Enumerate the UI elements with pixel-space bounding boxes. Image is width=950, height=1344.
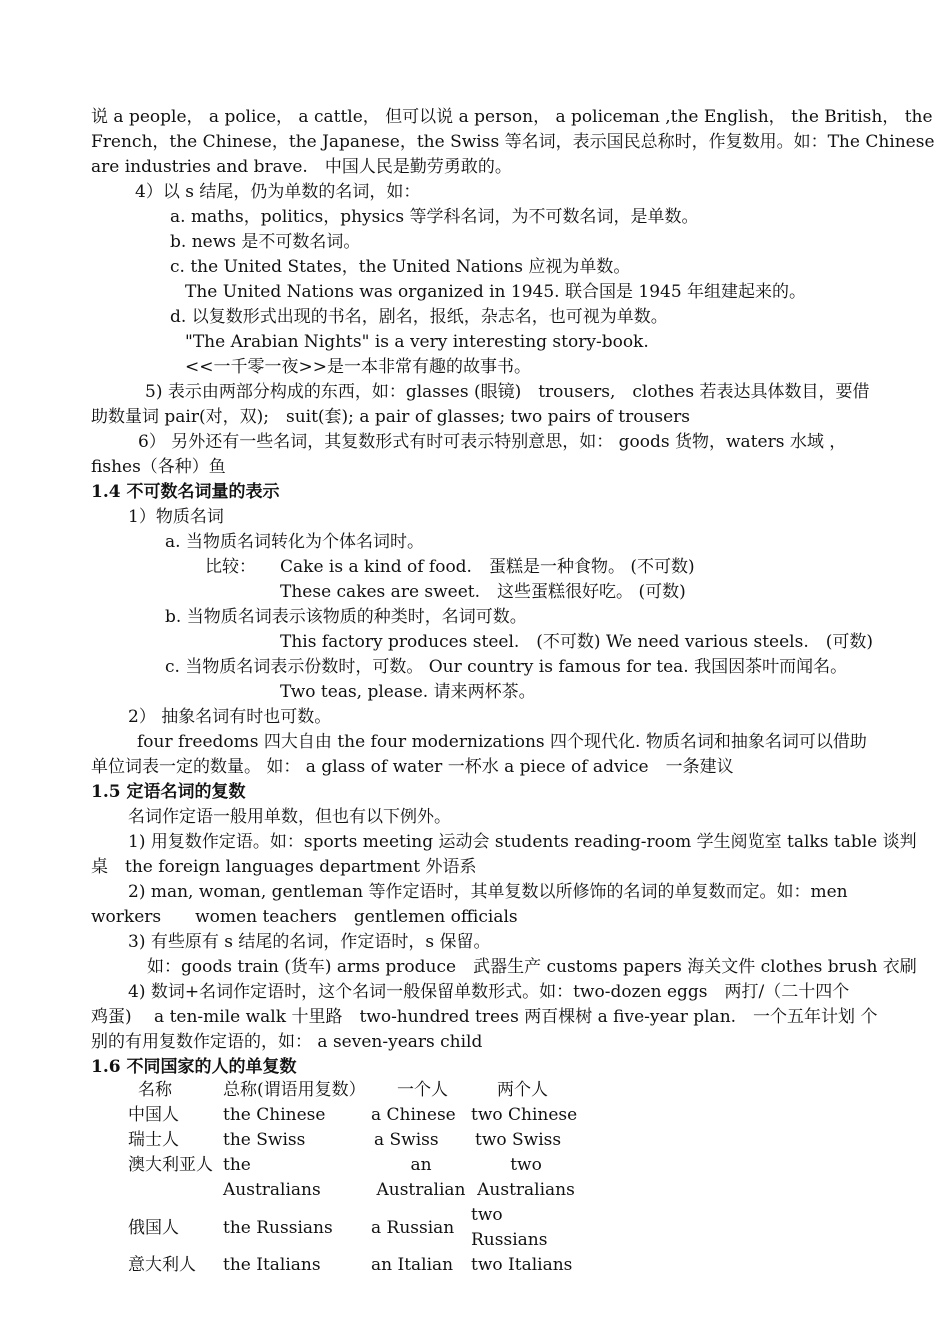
- list-item: 5) 表示由两部分构成的东西，如：glasses (眼镜) trousers, clothes 若表达具体数目，要借: [145, 382, 870, 402]
- sub-item: d. 以复数形式出现的书名，剧名，报纸，杂志名，也可视为单数。: [170, 307, 668, 327]
- table-row: [128, 1153, 581, 1203]
- table-cell: two Chinese: [471, 1105, 578, 1125]
- example-sentence: The United Nations was organized in 1945. 联合国是 1945 年组建起来的。: [185, 282, 807, 302]
- table-cell: 澳大利亚人: [128, 1155, 213, 1175]
- sub-item: b. 当物质名词表示该物质的种类时，名词可数。: [165, 607, 527, 627]
- table-cell: two Russians: [471, 1205, 548, 1250]
- paragraph-line: 说 a people， a police， a cattle， 但可以说 a person， a policeman ,the English， the British， the: [91, 107, 933, 127]
- example-sentence: "The Arabian Nights" is a very interesting story-book.: [185, 332, 649, 352]
- paragraph-line: 名词作定语一般用单数，但也有以下例外。: [128, 807, 451, 827]
- section-heading: 1.6 不同国家的人的单复数: [91, 1057, 297, 1077]
- list-item: 3) 有些原有 s 结尾的名词，作定语时，s 保留。: [128, 932, 491, 952]
- list-heading: 4）以 s 结尾，仍为单数的名词，如：: [135, 182, 421, 202]
- paragraph-line: French，the Chinese，the Japanese，the Swiss 等名词，表示国民总称时，作复数用。如：The Chinese: [91, 132, 935, 152]
- table-cell: a Chinese: [371, 1105, 456, 1125]
- table-cell: 俄国人: [128, 1217, 179, 1238]
- table-header: 名称: [138, 1080, 172, 1100]
- paragraph-line: four freedoms 四大自由 the four modernizations 四个现代化. 物质名词和抽象名词可以借助: [137, 732, 867, 752]
- table-cell: an Italian: [371, 1255, 454, 1275]
- table-cell: 中国人: [128, 1105, 179, 1125]
- table-row: [128, 1203, 581, 1253]
- table-row: [128, 1253, 581, 1278]
- sub-item: a. maths，politics，physics 等学科名词，为不可数名词，是单数。: [170, 207, 699, 227]
- list-item: fishes（各种）鱼: [91, 457, 226, 477]
- nationality-table: [128, 1078, 581, 1278]
- table-cell: 意大利人: [128, 1255, 196, 1275]
- section-heading: 1.4 不可数名词量的表示: [91, 482, 280, 502]
- list-heading: 2） 抽象名词有时也可数。: [128, 707, 332, 727]
- list-item: 2) man, woman, gentleman 等作定语时，其单复数以所修饰的名词的单复数而定。如：men: [128, 882, 848, 902]
- sub-item: c. 当物质名词表示份数时，可数。 Our country is famous for tea. 我国因茶叶而闻名。: [165, 657, 848, 677]
- sub-item: c. the United States，the United Nations 应视为单数。: [170, 257, 631, 277]
- sub-item: a. 当物质名词转化为个体名词时。: [165, 532, 424, 552]
- list-item: 别的有用复数作定语的，如： a seven-years child: [91, 1032, 483, 1052]
- list-item: 助数量词 pair(对，双); suit(套); a pair of glasses; two pairs of trousers: [91, 407, 691, 427]
- table-row: [128, 1103, 581, 1128]
- table-cell: the Swiss: [223, 1130, 306, 1150]
- paragraph-line: are industries and brave. 中国人民是勤劳勇敢的。: [91, 157, 512, 177]
- table-cell: a Russian: [371, 1217, 455, 1238]
- table-cell: the Russians: [223, 1217, 333, 1238]
- table-header: 一个人: [397, 1080, 448, 1100]
- table-row: [128, 1128, 581, 1153]
- table-cell: a Swiss: [374, 1130, 439, 1150]
- list-item: 桌 the foreign languages department 外语系: [91, 857, 477, 877]
- table-cell: an Australian: [376, 1155, 466, 1200]
- example-sentence: 如：goods train (货车) arms produce 武器生产 customs papers 海关文件 clothes brush 衣刷: [147, 957, 917, 977]
- table-cell: two Swiss: [475, 1130, 562, 1150]
- example-sentence: These cakes are sweet. 这些蛋糕很好吃。 (可数): [280, 582, 686, 602]
- example-sentence: Two teas, please. 请来两杯茶。: [280, 682, 536, 702]
- sub-item: b. news 是不可数名词。: [170, 232, 361, 252]
- paragraph-line: 单位词表一定的数量。 如： a glass of water 一杯水 a piece of advice 一条建议: [91, 757, 734, 777]
- table-header-row: [128, 1078, 581, 1103]
- list-item: 4) 数词+名词作定语时，这个名词一般保留单数形式。如：two-dozen eggs 两打/（二十四个: [128, 982, 850, 1002]
- example-sentence: <<一千零一夜>>是一本非常有趣的故事书。: [185, 357, 531, 377]
- section-heading: 1.5 定语名词的复数: [91, 782, 246, 802]
- table-cell: the Chinese: [223, 1105, 326, 1125]
- example-sentence: Cake is a kind of food. 蛋糕是一种食物。 (不可数): [280, 557, 695, 577]
- table-cell: two Italians: [471, 1255, 573, 1275]
- table-header: 总称(谓语用复数）: [223, 1080, 366, 1100]
- table-header: 两个人: [497, 1080, 548, 1100]
- table-cell: the Italians: [223, 1255, 321, 1275]
- table-cell: two Australians: [477, 1155, 575, 1200]
- list-item: 6） 另外还有一些名词，其复数形式有时可表示特别意思，如： goods 货物，waters 水域 ，: [138, 432, 847, 452]
- list-item: 鸡蛋) a ten-mile walk 十里路 two-hundred trees 两百棵树 a five-year plan. 一个五年计划 个: [91, 1007, 878, 1027]
- compare-label: 比较：: [205, 557, 256, 577]
- example-sentence: This factory produces steel. (不可数) We need various steels. (可数): [280, 632, 873, 652]
- table-cell: 瑞士人: [128, 1130, 179, 1150]
- list-item: workers women teachers gentlemen officials: [91, 907, 518, 927]
- list-heading: 1）物质名词: [128, 507, 224, 527]
- list-item: 1) 用复数作定语。如：sports meeting 运动会 students reading-room 学生阅览室 talks table 谈判: [128, 832, 917, 852]
- table-cell: the Australians: [223, 1155, 321, 1200]
